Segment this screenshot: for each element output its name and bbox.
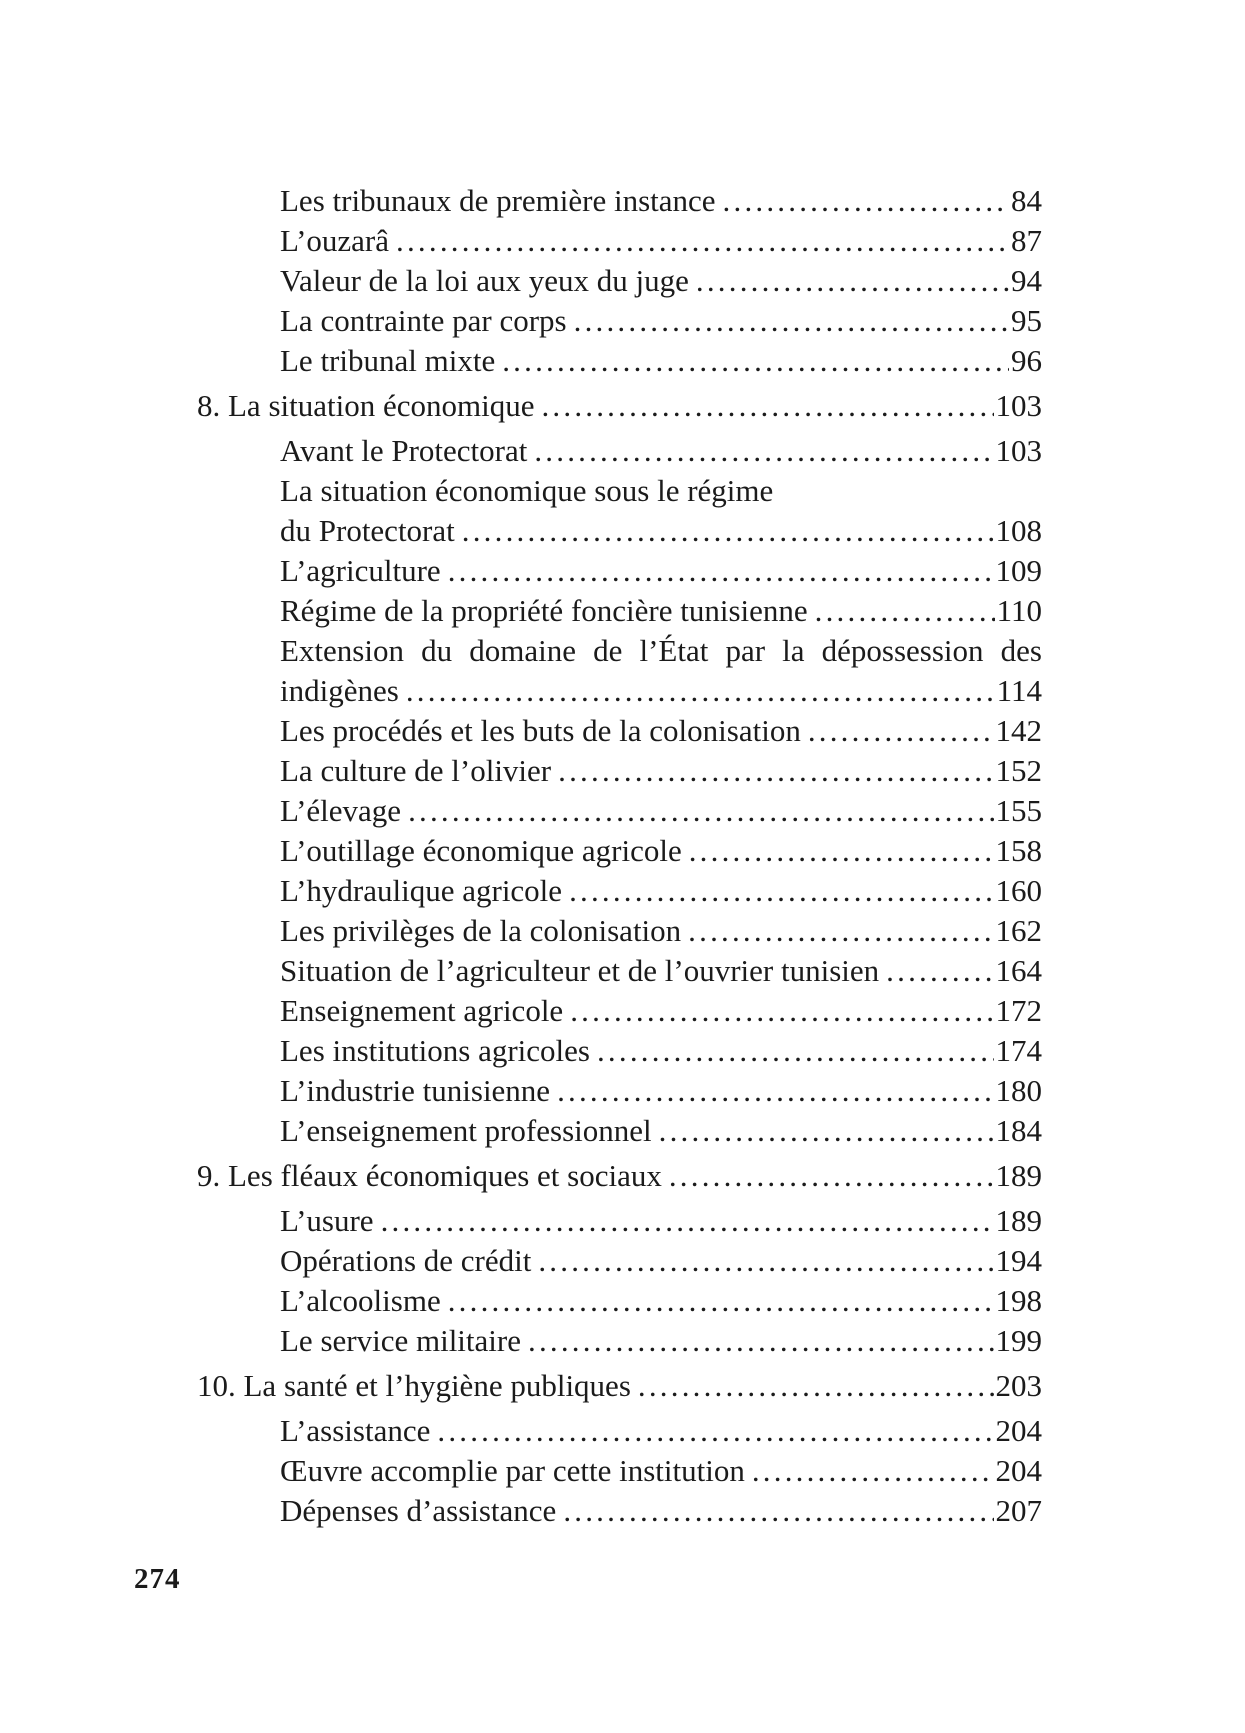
toc-entry-label: Avant le Protectorat <box>280 433 528 468</box>
toc-sub-entry <box>197 671 1042 711</box>
toc-entry-label: La contrainte par corps <box>280 303 567 338</box>
toc-entry-label: Enseignement agricole <box>280 993 564 1028</box>
toc-entry-label: L’industrie tunisienne <box>280 1073 551 1108</box>
toc-sub-entry <box>197 1111 1042 1151</box>
toc-sub-entry <box>197 341 1042 381</box>
toc-entry-label: Le tribunal mixte <box>280 343 496 378</box>
toc-entry-label: L’outillage économique agricole <box>280 833 682 868</box>
toc-entry-page-number: 189 <box>995 1158 1042 1193</box>
toc-sub-entry <box>197 261 1042 301</box>
toc-sub-entry <box>197 1281 1042 1321</box>
toc-sub-entry <box>197 431 1042 471</box>
toc-sub-entry <box>197 1321 1042 1361</box>
toc-sub-entry <box>197 551 1042 591</box>
toc-sub-entry <box>197 791 1042 831</box>
dot-leader <box>659 1111 994 1151</box>
toc-entry-label: L’alcoolisme <box>280 1283 441 1318</box>
toc-entry-page-number: 110 <box>996 593 1042 628</box>
toc-entry-page-number: 158 <box>995 833 1042 868</box>
toc-entry-page-number: 162 <box>995 913 1042 948</box>
dot-leader <box>689 831 994 871</box>
dot-leader <box>569 871 993 911</box>
toc-entry-label: Opérations de crédit <box>280 1243 532 1278</box>
toc-sub-entry <box>197 1241 1042 1281</box>
dot-leader <box>437 1411 993 1451</box>
toc-sub-entry <box>197 181 1042 221</box>
toc-entry-label: L’enseignement professionnel <box>280 1113 652 1148</box>
toc-sub-entry <box>197 591 1042 631</box>
toc-sub-entry <box>197 301 1042 341</box>
table-of-contents <box>197 181 1042 1531</box>
toc-sub-entry <box>197 711 1042 751</box>
toc-sub-entry <box>197 1451 1042 1491</box>
dot-leader <box>538 1241 993 1281</box>
toc-entry-page-number: 96 <box>1011 343 1042 378</box>
toc-sub-entry <box>197 1201 1042 1241</box>
toc-entry-page-number: 95 <box>1011 303 1042 338</box>
toc-sub-entry <box>197 221 1042 261</box>
dot-leader <box>723 181 1009 221</box>
toc-entry-label: 9. Les fléaux économiques et sociaux <box>197 1158 662 1193</box>
toc-entry-page-number: 114 <box>996 673 1042 708</box>
toc-entry-label: 10. La santé et l’hygiène publiques <box>197 1368 631 1403</box>
toc-sub-entry <box>197 511 1042 551</box>
dot-leader <box>462 511 994 551</box>
toc-sub-entry <box>197 1031 1042 1071</box>
toc-entry-label: du Protectorat <box>280 513 455 548</box>
toc-sub-entry <box>197 1411 1042 1451</box>
toc-entry-page-number: 184 <box>995 1113 1042 1148</box>
toc-entry-page-number: 108 <box>995 513 1042 548</box>
toc-sub-entry <box>197 471 1042 511</box>
dot-leader <box>558 751 993 791</box>
toc-sub-entry <box>197 631 1042 671</box>
dot-leader <box>688 911 993 951</box>
dot-leader <box>448 1281 994 1321</box>
toc-entry-label: 8. La situation économique <box>197 388 535 423</box>
toc-entry-label: L’ouzarâ <box>280 223 390 258</box>
dot-leader <box>396 221 1009 261</box>
toc-entry-label: Les procédés et les buts de la colonisation <box>280 713 801 748</box>
toc-entry-page-number: 164 <box>995 953 1042 988</box>
toc-entry-page-number: 199 <box>995 1323 1042 1358</box>
dot-leader <box>408 791 993 831</box>
dot-leader <box>574 301 1009 341</box>
toc-entry-page-number: 204 <box>995 1413 1042 1448</box>
dot-leader <box>752 1451 994 1491</box>
toc-entry-page-number: 174 <box>995 1033 1042 1068</box>
toc-entry-label: Œuvre accomplie par cette institution <box>280 1453 745 1488</box>
toc-sub-entry <box>197 751 1042 791</box>
toc-sub-entry <box>197 951 1042 991</box>
toc-sub-entry <box>197 1071 1042 1111</box>
toc-entry-label: La culture de l’olivier <box>280 753 552 788</box>
toc-entry-label: L’élevage <box>280 793 402 828</box>
toc-entry-label: Valeur de la loi aux yeux du juge <box>280 263 689 298</box>
toc-entry-label: L’assistance <box>280 1413 431 1448</box>
toc-chapter-entry <box>197 386 1042 426</box>
toc-entry-label: Situation de l’agriculteur et de l’ouvrier tunisien <box>280 953 880 988</box>
dot-leader <box>570 991 993 1031</box>
toc-sub-entry <box>197 911 1042 951</box>
toc-entry-label: Régime de la propriété foncière tunisienne <box>280 593 808 628</box>
toc-entry-label: Dépenses d’assistance <box>280 1493 557 1528</box>
toc-entry-page-number: 103 <box>995 433 1042 468</box>
toc-chapter-entry <box>197 1156 1042 1196</box>
toc-entry-label: L’agriculture <box>280 553 441 588</box>
page-folio: 274 <box>134 1563 181 1595</box>
toc-entry-page-number: 103 <box>995 388 1042 423</box>
toc-sub-entry <box>197 991 1042 1031</box>
dot-leader <box>406 671 995 711</box>
toc-entry-label: Extension du domaine de l’État par la dépossession des <box>280 633 1042 668</box>
dot-leader <box>563 1491 993 1531</box>
toc-entry-label: La situation économique sous le régime <box>280 473 774 508</box>
toc-entry-label: Les tribunaux de première instance <box>280 183 716 218</box>
toc-entry-page-number: 189 <box>995 1203 1042 1238</box>
toc-entry-page-number: 198 <box>995 1283 1042 1318</box>
toc-entry-page-number: 172 <box>995 993 1042 1028</box>
dot-leader <box>597 1031 994 1071</box>
dot-leader <box>502 341 1009 381</box>
toc-entry-page-number: 207 <box>995 1493 1042 1528</box>
toc-entry-label: Les institutions agricoles <box>280 1033 590 1068</box>
toc-entry-page-number: 152 <box>995 753 1042 788</box>
dot-leader <box>669 1156 994 1196</box>
toc-entry-page-number: 203 <box>995 1368 1042 1403</box>
toc-entry-page-number: 84 <box>1011 183 1042 218</box>
toc-entry-label: Le service militaire <box>280 1323 521 1358</box>
toc-entry-page-number: 180 <box>995 1073 1042 1108</box>
dot-leader <box>541 386 993 426</box>
toc-entry-page-number: 194 <box>995 1243 1042 1278</box>
dot-leader <box>808 711 994 751</box>
toc-sub-entry <box>197 1491 1042 1531</box>
toc-entry-page-number: 160 <box>995 873 1042 908</box>
toc-entry-page-number: 87 <box>1011 223 1042 258</box>
toc-entry-label: indigènes <box>280 673 399 708</box>
toc-sub-entry <box>197 831 1042 871</box>
dot-leader <box>448 551 994 591</box>
toc-entry-page-number: 155 <box>995 793 1042 828</box>
dot-leader <box>815 591 995 631</box>
toc-chapter-entry <box>197 1366 1042 1406</box>
toc-entry-page-number: 94 <box>1011 263 1042 298</box>
toc-entry-page-number: 204 <box>995 1453 1042 1488</box>
toc-entry-label: Les privilèges de la colonisation <box>280 913 682 948</box>
dot-leader <box>638 1366 994 1406</box>
toc-sub-entry <box>197 871 1042 911</box>
toc-entry-label: L’hydraulique agricole <box>280 873 563 908</box>
toc-entry-page-number: 142 <box>995 713 1042 748</box>
dot-leader <box>534 431 993 471</box>
dot-leader <box>886 951 993 991</box>
dot-leader <box>381 1201 994 1241</box>
dot-leader <box>696 261 1009 301</box>
dot-leader <box>557 1071 993 1111</box>
toc-entry-label: L’usure <box>280 1203 374 1238</box>
dot-leader <box>528 1321 994 1361</box>
toc-entry-page-number: 109 <box>995 553 1042 588</box>
